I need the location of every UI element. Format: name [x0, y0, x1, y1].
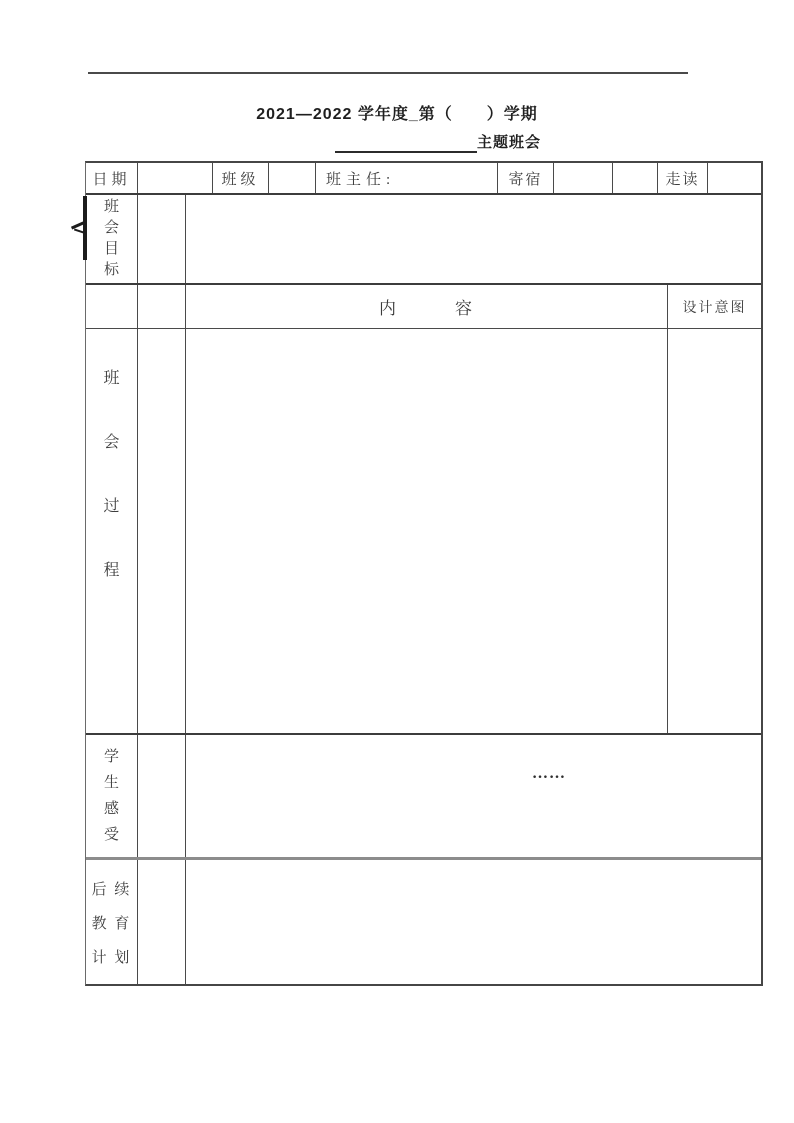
- table-row-content-header: [86, 285, 761, 329]
- table-row-followup: [86, 860, 761, 984]
- boarding-label: 寄宿: [498, 163, 554, 193]
- table-row-goal: [86, 195, 761, 285]
- date-label: 日期: [86, 163, 138, 193]
- date-value-cell[interactable]: [138, 163, 213, 193]
- subtitle-row: [335, 131, 541, 153]
- table-row-feelings: [86, 735, 761, 860]
- goal-subcell[interactable]: [138, 195, 186, 283]
- boarding-value-cell[interactable]: [554, 163, 613, 193]
- followup-label-line1: 后 续: [91, 881, 132, 898]
- feelings-subcell[interactable]: [138, 735, 186, 857]
- followup-subcell[interactable]: [138, 860, 186, 984]
- teacher-label: 班主任:: [316, 163, 498, 193]
- class-label: 班级: [213, 163, 269, 193]
- dayschool-label: 走读: [658, 163, 708, 193]
- feelings-label: 学生感受: [103, 749, 119, 843]
- table-row-header: [86, 163, 761, 195]
- process-subcell[interactable]: [138, 329, 186, 733]
- top-horizontal-rule: [88, 72, 688, 74]
- process-design-intent-cell[interactable]: [668, 329, 761, 733]
- followup-label-line3: 计 划: [91, 949, 132, 966]
- content-header-label: 内 容: [186, 285, 668, 328]
- feelings-content-cell[interactable]: [186, 735, 761, 857]
- dayschool-value-cell[interactable]: [708, 163, 761, 193]
- feelings-ellipsis: ……: [532, 765, 566, 782]
- followup-label-line2: 教 育: [91, 915, 132, 932]
- goal-label-cell: [86, 195, 138, 283]
- followup-label-cell: [86, 860, 138, 984]
- class-value-cell[interactable]: [269, 163, 316, 193]
- process-label-cell: [86, 329, 138, 733]
- table-row-process: [86, 329, 761, 735]
- subtitle-blank-underline[interactable]: [335, 133, 477, 153]
- goal-label: 班会目标: [103, 199, 119, 278]
- class-meeting-form-table: [85, 161, 763, 986]
- content-header-spacer2: [138, 285, 186, 328]
- spacer-cell[interactable]: [613, 163, 658, 193]
- process-content-cell[interactable]: [186, 329, 668, 733]
- followup-content-cell[interactable]: [186, 860, 761, 984]
- content-header-spacer1: [86, 285, 138, 328]
- process-label: 班会过程: [103, 370, 120, 579]
- feelings-label-cell: [86, 735, 138, 857]
- design-intent-header-label: 设计意图: [682, 300, 747, 316]
- scan-artifact-bar: [83, 196, 87, 260]
- document-title: 2021—2022 学年度_第（ ）学期: [256, 106, 538, 123]
- goal-content-cell[interactable]: [186, 195, 761, 283]
- subtitle-text: 主题班会: [477, 134, 542, 151]
